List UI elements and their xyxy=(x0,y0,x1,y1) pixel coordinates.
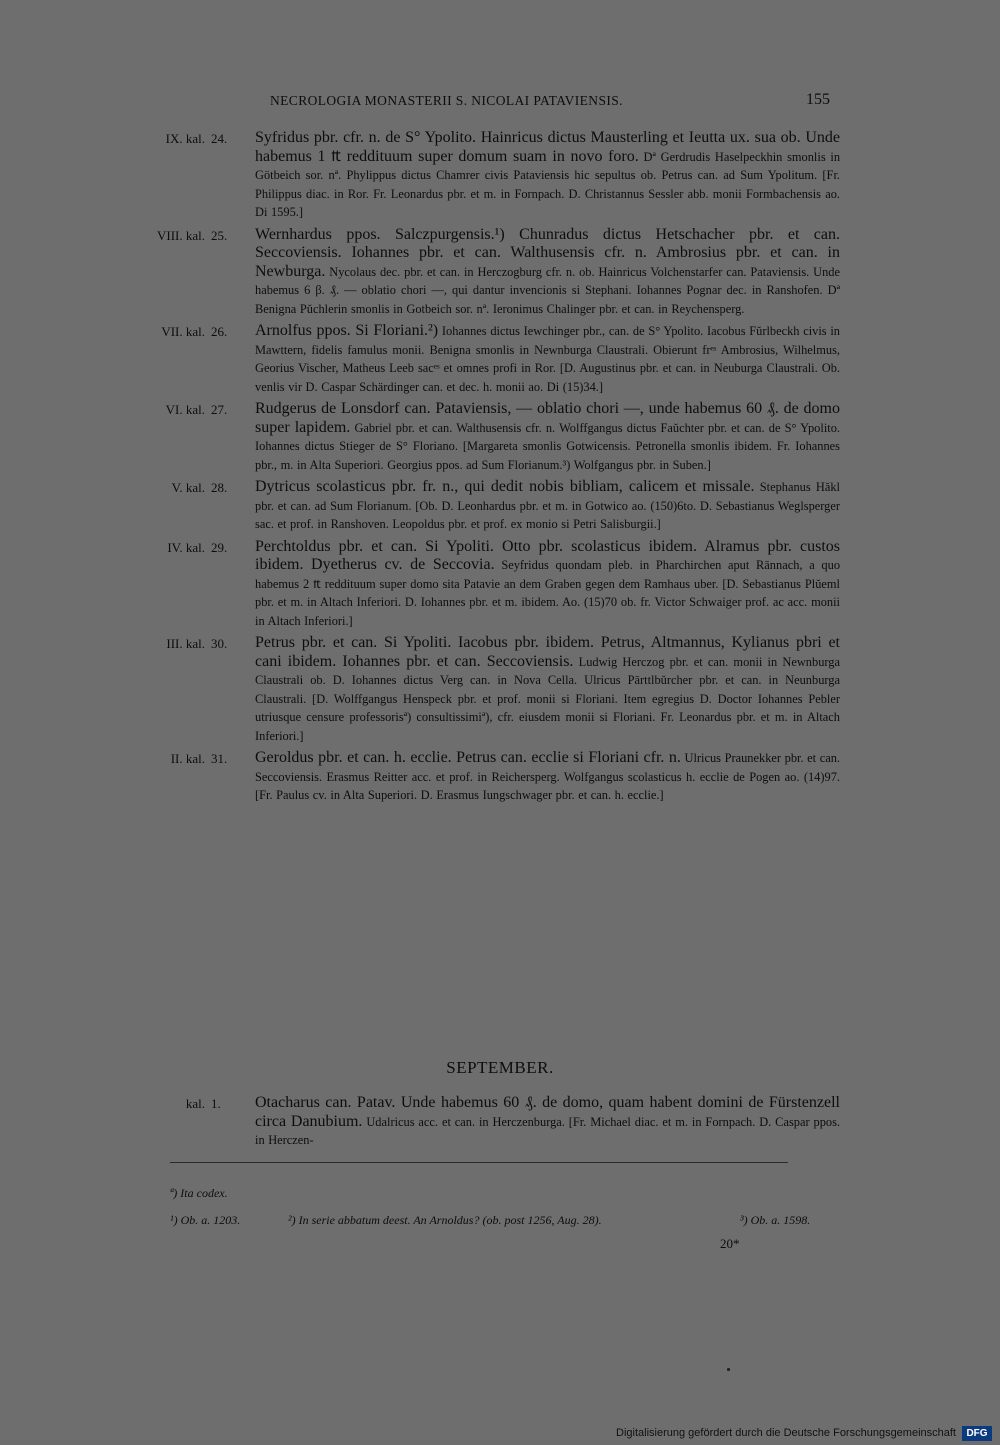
entry-29 xyxy=(105,538,840,631)
entry-text xyxy=(255,538,840,631)
entry-text xyxy=(255,634,840,745)
day-number: 27. xyxy=(211,402,228,417)
day-number: 28. xyxy=(211,480,228,495)
footnote-rule xyxy=(170,1162,788,1163)
entry-25 xyxy=(105,226,840,319)
kalends-label: VI. kal. xyxy=(165,402,205,417)
day-number: 31. xyxy=(211,751,228,766)
entry-text xyxy=(255,129,840,222)
signature-mark: 20* xyxy=(720,1236,740,1251)
entry-text xyxy=(255,400,840,474)
entry-26 xyxy=(105,322,840,396)
entry-lead-text: Dytricus scolasticus pbr. fr. n., qui dedit nobis bibliam, calicem et missale. xyxy=(255,478,755,495)
entry-lead-text: Perchtoldus pbr. et can. Si Ypoliti. Otto pbr. scolasticus ibidem. Alramus pbr. custos ibidem. Dyetherus cv. de Seccovia. xyxy=(255,537,840,573)
entry-rest-text: Udalricus acc. et can. in Herczenburga. [Fr. Michael diac. et m. in Fornpach. D. Caspar ppos. in Herczen- xyxy=(255,1114,841,1147)
necrology-entries xyxy=(105,129,840,809)
entry-27 xyxy=(105,400,840,474)
footnote-3: ³) Ob. a. 1598. xyxy=(740,1213,811,1227)
dfg-logo-icon[interactable]: DFG xyxy=(962,1426,992,1441)
entry-24 xyxy=(105,129,840,222)
entry-lead-text: Arnolfus ppos. Si Floriani.²) xyxy=(255,322,439,339)
running-title: NECROLOGIA MONASTERII S. NICOLAI PATAVIENSIS. xyxy=(270,93,623,108)
day-number: 1. xyxy=(211,1096,221,1111)
footnote-a: ª) Ita codex. xyxy=(170,1186,228,1200)
day-number: 26. xyxy=(211,324,228,339)
entry-rest-text: Nycolaus dec. pbr. et can. in Herczogburg cfr. n. ob. Hainricus Volchenstarfer can. Pataviensis. Unde habemus 6 β. ₰. — oblatio chori —, qui dantur invencionis si Stephani. Iohannes Pognar dec. in Ranshofen. Dª Benigna Pǔchlerin smonlis in Gotbeich sor. nª. Ieronimus Chalinger pbr. et can. in Reychensperg. xyxy=(255,264,840,316)
entry-lead-text: Wernhardus ppos. Salczpurgensis.¹) Chunradus dictus Hetschacher pbr. et can. Seccoviensis. Iohannes pbr. et can. Walthusensis cfr. n. Ambrosius pbr. et can. in Newburga. xyxy=(255,225,840,280)
page-header xyxy=(250,93,830,113)
entry-rest-text: Iohannes dictus Iewchinger pbr., can. de S° Ypolito. Iacobus Fŭrlbeckh civis in Mawttern, fidelis famulus monii. Benigna smonlis in Newnburga Claustrali. Obierunt frᵉˢ Ambrosius, Wilhelmus, Georius Vischer, Matheus Leeb sacᵉˢ et omnes profi in Ror. [D. Augustinus pbr. et can. in Neuburga Claustrali. Ob. venlis vir D. Caspar Schärdinger can. et dec. h. monii ao. Di (15)34.] xyxy=(255,324,840,394)
footnote-1: ¹) Ob. a. 1203. xyxy=(170,1213,241,1227)
kalends-label: II. kal. xyxy=(170,751,205,766)
kalends-label: kal. xyxy=(185,1096,205,1111)
entry-lead-text: Otacharus can. Patav. Unde habemus 60 ₰. de domo, quam habent domini de Fürstenzell circa Danubium. xyxy=(255,1094,840,1130)
entry-rest-text: Ludwig Herczog pbr. et can. monii in Newnburga Claustrali ob. D. Iohannes dictus Verg can. in Nova Cella. Ulricus Pārttlbǔrcher pbr. et can. in Neunburga Claustrali. [D. Wolffgangus Henspeck pbr. et prof. monii si Floriani. Item egregius D. Doctor Iohannes Pebler utriusque censure professorisª) consultissimiª), cfr. eiusdem monii si Floriani. Fr. Leonardus pbr. et m. in Altach Inferiori.] xyxy=(255,654,840,743)
entry-text xyxy=(255,226,840,319)
september-entries xyxy=(105,1094,840,1154)
kalends-label: IV. kal. xyxy=(167,539,205,555)
entry-lead-text: Rudgerus de Lonsdorf can. Pataviensis, — oblatio chori —, unde habemus 60 ₰. de domo super lapidem. xyxy=(255,400,840,436)
kalends-label: IX. kal. xyxy=(165,131,205,146)
entry-lead-text: Petrus pbr. et can. Si Ypoliti. Iacobus pbr. ibidem. Petrus, Altmannus, Kylianus pbri et cani ibidem. Iohannes pbr. et can. Seccoviensis. xyxy=(255,634,840,670)
kalends-label: V. kal. xyxy=(171,480,205,495)
entry-lead-text: Syfridus pbr. cfr. n. de S° Ypolito. Hainricus dictus Mausterling et Ieutta ux. sua ob. Unde habemus 1 ₶ reddituum super domum suam in novo foro. xyxy=(255,129,840,165)
entry-30 xyxy=(105,634,840,745)
entry-lead-text: Geroldus pbr. et can. h. ecclie. Petrus can. ecclie si Floriani cfr. n. xyxy=(255,749,681,766)
entry-text xyxy=(255,749,840,805)
entry-text xyxy=(255,478,840,534)
entry-text xyxy=(255,1094,840,1150)
day-number: 30. xyxy=(211,636,228,651)
section-title-september: SEPTEMBER. xyxy=(446,1058,554,1077)
funding-text: Digitalisierung gefördert durch die Deutsche Forschungsgemeinschaft xyxy=(616,1427,956,1439)
entry-sept-1 xyxy=(105,1094,840,1150)
day-number: 25. xyxy=(211,227,228,243)
entry-rest-text: Seyfridus quondam pleb. in Pharchirchen aput Rānnach, a quo habemus 2 ₶ reddituum super domo sita Patavie an dem Graben gegen dem Ramhaus uber. [D. Sebastianus Plŭeml pbr. et m. in Altach Inferiori. D. Iohannes pbr. et m. ibidem. Ao. (15)70 ob. fr. Victor Schwaiger prof. ac acc. monii in Altach Inferiori.] xyxy=(255,558,841,628)
kalends-label: VIII. kal. xyxy=(156,227,205,243)
kalends-label: III. kal. xyxy=(166,636,205,651)
day-number: 24. xyxy=(211,131,228,146)
entry-rest-text: Stephanus Hǎkl pbr. et can. ad Sum Florianum. [Ob. D. Leonhardus pbr. et m. in Gotwico ao. (150)6to. D. Sebastianus Weglsperger sac. et prof. in Ranshoven. Leopoldus pbr. et prof. ex monio si Petri Salisburgii.] xyxy=(255,480,840,531)
day-number: 29. xyxy=(211,539,228,555)
page-number: 155 xyxy=(806,91,830,108)
entry-rest-text: Dª Gerdrudis Haselpeckhin smonlis in Götbeich sor. nª. Phylippus dictus Chamrer civis Pataviensis hic sepultus ob. Petrus can. ad Sum Ypolitum. [Fr. Philippus diac. in Ror. Fr. Leonardus pbr. et m. in Fornpach. D. Christannus Sessler abb. monii Formbachensis ao. Di 1595.] xyxy=(255,149,841,219)
scan-speck xyxy=(727,1368,730,1371)
entry-28 xyxy=(105,478,840,534)
entry-31 xyxy=(105,749,840,805)
footnote-2: ²) In serie abbatum deest. An Arnoldus? (ob. post 1256, Aug. 28). xyxy=(288,1213,602,1227)
entry-text xyxy=(255,322,840,396)
kalends-label: VII. kal. xyxy=(161,324,205,339)
funding-bar xyxy=(0,1423,1000,1445)
entry-rest-text: Ulricus Praunekker pbr. et can. Seccoviensis. Erasmus Reitter acc. et prof. in Reichersperg. Wolfgangus scolasticus h. ecclie de Pogen ao. (14)97. [Fr. Paulus cv. in Alta Superiori. D. Erasmus Iungschwager pbr. et can. h. ecclie.] xyxy=(255,751,840,802)
entry-rest-text: Gabriel pbr. et can. Walthusensis cfr. n. Wolffgangus dictus Faŭchter pbr. et can. de S° Ypolito. Iohannes dictus Stieger de S° Floriano. [Margareta smonlis Gotwicensis. Petronella smonlis ibidem. Fr. Iohannes pbr., m. in Alta Superiori. Georgius ppos. ad Sum Florianum.³) Wolfgangus pbr. in Suben.] xyxy=(255,420,840,472)
